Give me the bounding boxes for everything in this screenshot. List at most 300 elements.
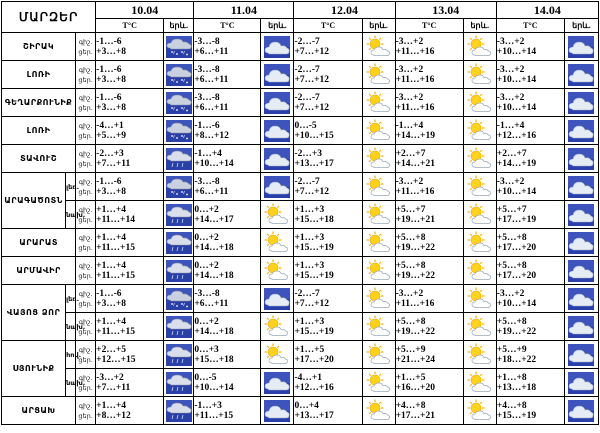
icon-cell bbox=[164, 313, 194, 341]
icon-cell bbox=[164, 61, 194, 89]
icon-cell bbox=[362, 145, 395, 173]
rain-night-icon bbox=[166, 372, 192, 394]
partly-cloudy-icon bbox=[366, 260, 392, 282]
partly-cloudy-icon bbox=[467, 148, 493, 170]
icon-cell bbox=[164, 173, 194, 201]
temperature-cell bbox=[194, 285, 261, 313]
day-temp: +10…+14 bbox=[496, 74, 537, 85]
night-day-labels bbox=[76, 341, 96, 369]
temperature-cell bbox=[294, 397, 362, 425]
night-temp: +1…+4 bbox=[96, 232, 126, 243]
cloudy-icon bbox=[568, 232, 594, 254]
icon-cell bbox=[463, 313, 496, 341]
icon-cell bbox=[261, 313, 294, 341]
date-header-1: 10.04 bbox=[96, 2, 194, 19]
icon-cell bbox=[261, 341, 294, 369]
icon-cell bbox=[164, 33, 194, 61]
night-temp: -4…+1 bbox=[96, 120, 124, 131]
day-temp: +6…+11 bbox=[194, 186, 229, 197]
day-temp: +17…+19 bbox=[496, 214, 537, 225]
day-temp: +6…+11 bbox=[194, 46, 229, 57]
day-temp: +11…+15 bbox=[194, 410, 234, 421]
snow-rain-night-icon bbox=[166, 120, 192, 142]
rain-night-icon bbox=[166, 204, 192, 226]
region-name: ՏԱՎՈՒՇ bbox=[2, 145, 76, 173]
region-name: ՎԱՅՈՑ ՁՈՐ bbox=[2, 285, 66, 341]
partly-cloudy-icon bbox=[467, 176, 493, 198]
day-temp: +17…+20 bbox=[496, 242, 537, 253]
temperature-cell bbox=[194, 33, 261, 61]
icon-cell bbox=[164, 201, 194, 229]
night-temp: 0…+3 bbox=[194, 344, 219, 355]
night-temp: -3…+2 bbox=[395, 176, 424, 187]
night-temp: 0…+2 bbox=[194, 316, 219, 327]
night-temp: +4…+8 bbox=[496, 400, 527, 411]
day-temp: +6…+11 bbox=[194, 298, 229, 309]
temp-subheader: T°C bbox=[395, 19, 463, 33]
night-day-labels bbox=[76, 33, 96, 61]
table-row bbox=[2, 201, 599, 229]
icon-cell bbox=[564, 397, 598, 425]
day-temp: +18…+22 bbox=[496, 354, 537, 365]
temperature-cell bbox=[395, 145, 463, 173]
day-temp: +15…+18 bbox=[194, 354, 234, 365]
partly-cloudy-icon bbox=[366, 92, 392, 114]
icon-cell bbox=[261, 117, 294, 145]
night-label: գիշ. bbox=[78, 37, 93, 46]
day-temp: +15…+19 bbox=[294, 242, 334, 253]
zone-label: լեռ. bbox=[66, 173, 76, 201]
day-temp: +15…+19 bbox=[496, 410, 537, 421]
partly-cloudy-icon bbox=[366, 120, 392, 142]
night-label: գիշ. bbox=[78, 93, 93, 102]
night-temp: +5…+8 bbox=[496, 316, 527, 327]
temperature-cell bbox=[294, 201, 362, 229]
zone-label: հով. bbox=[66, 341, 76, 369]
icon-cell bbox=[362, 201, 395, 229]
region-name: ԱՐԱԳԱԾՈՏՆ bbox=[2, 173, 66, 229]
temperature-cell bbox=[395, 341, 463, 369]
day-temp: +11…+16 bbox=[395, 102, 435, 113]
partly-cloudy-icon bbox=[467, 288, 493, 310]
night-label: գիշ. bbox=[78, 261, 93, 270]
day-temp: +11…+15 bbox=[96, 242, 135, 253]
day-temp: +8…+12 bbox=[96, 410, 131, 421]
day-temp: +17…+20 bbox=[294, 354, 334, 365]
cloudy-icon bbox=[568, 64, 594, 86]
icon-cell bbox=[564, 341, 598, 369]
day-temp: +3…+8 bbox=[96, 102, 126, 113]
night-day-labels bbox=[76, 257, 96, 285]
icon-subheader: երև. bbox=[261, 19, 294, 33]
night-temp: -3…+2 bbox=[496, 288, 525, 299]
partly-cloudy-icon bbox=[264, 344, 290, 366]
region-name: ՍՅՈՒՆԻՔ bbox=[2, 341, 66, 397]
night-temp: -3…+2 bbox=[395, 92, 424, 103]
rain-night-icon bbox=[166, 148, 192, 170]
temperature-cell bbox=[496, 117, 564, 145]
cloudy-icon bbox=[568, 344, 594, 366]
partly-cloudy-icon bbox=[366, 372, 392, 394]
icon-cell bbox=[564, 173, 598, 201]
temperature-cell bbox=[294, 229, 362, 257]
icon-cell bbox=[261, 201, 294, 229]
night-temp: +4…+8 bbox=[395, 400, 426, 411]
temperature-cell bbox=[194, 117, 261, 145]
day-label: ցեր. bbox=[78, 243, 93, 252]
night-temp: -3…+2 bbox=[395, 64, 424, 75]
icon-cell bbox=[564, 201, 598, 229]
temperature-cell bbox=[395, 397, 463, 425]
day-temp: +7…+12 bbox=[294, 102, 330, 113]
day-temp: +10…+14 bbox=[194, 158, 234, 169]
cloudy-icon bbox=[264, 64, 290, 86]
day-temp: +3…+8 bbox=[96, 298, 126, 309]
temperature-cell bbox=[194, 89, 261, 117]
temperature-cell bbox=[294, 33, 362, 61]
region-name: ԱՐՄԱՎԻՐ bbox=[2, 257, 76, 285]
temperature-cell bbox=[395, 369, 463, 397]
night-temp: -1…+3 bbox=[194, 400, 222, 411]
temperature-cell bbox=[496, 369, 564, 397]
snow-rain-night-icon bbox=[166, 92, 192, 114]
night-label: գիշ. bbox=[78, 373, 93, 382]
icon-cell bbox=[261, 397, 294, 425]
night-temp: -1…-6 bbox=[96, 36, 122, 47]
temperature-cell bbox=[395, 117, 463, 145]
night-temp: -3…-8 bbox=[194, 176, 220, 187]
day-label: ցեր. bbox=[78, 299, 93, 308]
night-temp: -3…+2 bbox=[395, 36, 424, 47]
icon-subheader: երև. bbox=[362, 19, 395, 33]
day-temp: +3…+8 bbox=[96, 46, 126, 57]
night-day-labels bbox=[76, 61, 96, 89]
night-temp: +1…+4 bbox=[96, 260, 126, 271]
icon-cell bbox=[463, 33, 496, 61]
night-label: գիշ. bbox=[78, 233, 93, 242]
day-temp: +13…+17 bbox=[294, 158, 334, 169]
temperature-cell bbox=[496, 341, 564, 369]
cloudy-icon bbox=[264, 120, 290, 142]
region-name: ՇԻՐԱԿ bbox=[2, 33, 76, 61]
night-day-labels bbox=[76, 229, 96, 257]
night-temp: -3…-8 bbox=[194, 288, 220, 299]
cloudy-icon bbox=[568, 288, 594, 310]
icon-cell bbox=[261, 369, 294, 397]
cloudy-icon bbox=[264, 176, 290, 198]
temperature-cell bbox=[194, 173, 261, 201]
rain-night-icon bbox=[166, 232, 192, 254]
icon-cell bbox=[261, 257, 294, 285]
table-row bbox=[2, 341, 599, 369]
icon-cell bbox=[164, 117, 194, 145]
day-temp: +12…+15 bbox=[96, 354, 136, 365]
night-label: գիշ. bbox=[78, 205, 93, 214]
temperature-cell bbox=[294, 117, 362, 145]
temperature-cell bbox=[395, 313, 463, 341]
night-temp: -2…+3 bbox=[96, 148, 124, 159]
day-temp: +15…+19 bbox=[294, 326, 334, 337]
night-day-labels bbox=[76, 285, 96, 313]
icon-cell bbox=[164, 145, 194, 173]
night-temp: -1…-6 bbox=[96, 176, 122, 187]
icon-cell bbox=[564, 33, 598, 61]
day-temp: +10…+14 bbox=[496, 46, 537, 57]
night-temp: +2…+7 bbox=[496, 148, 527, 159]
night-temp: +2…+7 bbox=[395, 148, 426, 159]
partly-cloudy-icon bbox=[467, 92, 493, 114]
temp-subheader: T°C bbox=[194, 19, 261, 33]
day-temp: +11…+16 bbox=[395, 298, 435, 309]
icon-cell bbox=[164, 89, 194, 117]
partly-cloudy-icon bbox=[366, 288, 392, 310]
night-day-labels bbox=[76, 145, 96, 173]
temperature-cell bbox=[294, 285, 362, 313]
icon-cell bbox=[261, 89, 294, 117]
night-label: գիշ. bbox=[78, 345, 93, 354]
icon-cell bbox=[564, 369, 598, 397]
night-temp: -3…+2 bbox=[96, 372, 124, 383]
table-row bbox=[2, 117, 599, 145]
cloudy-icon bbox=[264, 36, 290, 58]
partly-cloudy-icon bbox=[467, 64, 493, 86]
night-temp: -4…+1 bbox=[294, 372, 323, 383]
partly-cloudy-icon bbox=[264, 316, 290, 338]
zone-label: լեռ. bbox=[66, 285, 76, 313]
temperature-cell bbox=[194, 341, 261, 369]
night-temp: 0…+2 bbox=[194, 204, 219, 215]
day-label: ցեր. bbox=[78, 131, 93, 140]
table-row bbox=[2, 257, 599, 285]
partly-cloudy-icon bbox=[264, 232, 290, 254]
cloudy-icon bbox=[568, 120, 594, 142]
day-temp: +5…+9 bbox=[96, 130, 126, 141]
temperature-cell bbox=[194, 229, 261, 257]
night-temp: +5…+9 bbox=[395, 344, 426, 355]
night-temp: -1…+4 bbox=[395, 120, 424, 131]
temperature-cell bbox=[194, 369, 261, 397]
temperature-cell bbox=[496, 89, 564, 117]
day-temp: +11…+16 bbox=[395, 46, 435, 57]
day-temp: +7…+11 bbox=[96, 382, 131, 393]
night-temp: +5…+9 bbox=[496, 344, 527, 355]
temperature-cell bbox=[496, 397, 564, 425]
temperature-cell bbox=[96, 257, 164, 285]
temperature-cell bbox=[96, 117, 164, 145]
night-temp: 0…+2 bbox=[194, 260, 219, 271]
partly-cloudy-icon bbox=[366, 36, 392, 58]
icon-cell bbox=[463, 201, 496, 229]
temperature-cell bbox=[96, 61, 164, 89]
icon-cell bbox=[564, 89, 598, 117]
night-temp: -3…-8 bbox=[194, 92, 220, 103]
day-label: ցեր. bbox=[78, 75, 93, 84]
icon-cell bbox=[261, 61, 294, 89]
night-label: գիշ. bbox=[78, 317, 93, 326]
icon-cell bbox=[463, 145, 496, 173]
temperature-cell bbox=[395, 201, 463, 229]
icon-cell bbox=[362, 313, 395, 341]
temperature-cell bbox=[96, 201, 164, 229]
table-row bbox=[2, 61, 599, 89]
night-label: գիշ. bbox=[78, 289, 93, 298]
day-temp: +17…+20 bbox=[496, 270, 537, 281]
day-temp: +7…+12 bbox=[294, 74, 330, 85]
day-label: ցեր. bbox=[78, 355, 93, 364]
day-temp: +19…+22 bbox=[395, 270, 435, 281]
icon-cell bbox=[164, 397, 194, 425]
day-temp: +16…+20 bbox=[395, 382, 435, 393]
icon-cell bbox=[463, 61, 496, 89]
icon-cell bbox=[362, 369, 395, 397]
night-label: գիշ. bbox=[78, 177, 93, 186]
icon-cell bbox=[564, 117, 598, 145]
night-temp: -2…-7 bbox=[294, 92, 320, 103]
icon-cell bbox=[463, 257, 496, 285]
icon-cell bbox=[164, 369, 194, 397]
night-temp: -3…-8 bbox=[194, 64, 220, 75]
night-day-labels bbox=[76, 173, 96, 201]
temperature-cell bbox=[294, 89, 362, 117]
temperature-cell bbox=[194, 61, 261, 89]
temperature-cell bbox=[294, 145, 362, 173]
night-temp: -1…-6 bbox=[96, 64, 122, 75]
day-temp: +14…+19 bbox=[496, 158, 537, 169]
rain-night-icon bbox=[166, 344, 192, 366]
day-temp: +7…+12 bbox=[294, 186, 330, 197]
partly-cloudy-icon bbox=[467, 204, 493, 226]
partly-cloudy-icon bbox=[467, 260, 493, 282]
icon-cell bbox=[463, 173, 496, 201]
day-label: ցեր. bbox=[78, 383, 93, 392]
temperature-cell bbox=[496, 61, 564, 89]
snow-rain-night-icon bbox=[166, 288, 192, 310]
day-temp: +6…+11 bbox=[194, 74, 229, 85]
temperature-cell bbox=[294, 369, 362, 397]
day-temp: +11…+15 bbox=[96, 326, 135, 337]
night-temp: +1…+3 bbox=[294, 232, 325, 243]
day-temp: +14…+18 bbox=[194, 270, 234, 281]
night-temp: +1…+3 bbox=[294, 204, 325, 215]
temperature-cell bbox=[496, 173, 564, 201]
night-temp: +5…+7 bbox=[496, 204, 527, 215]
day-temp: +10…+14 bbox=[496, 102, 537, 113]
partly-cloudy-icon bbox=[467, 372, 493, 394]
night-temp: -2…-7 bbox=[294, 64, 320, 75]
night-temp: -1…-6 bbox=[96, 92, 122, 103]
cloudy-icon bbox=[568, 148, 594, 170]
partly-cloudy-icon bbox=[366, 64, 392, 86]
partly-cloudy-icon bbox=[366, 344, 392, 366]
day-label: ցեր. bbox=[78, 327, 93, 336]
forecast-table bbox=[1, 1, 599, 425]
region-name: ԼՈՌԻ bbox=[2, 117, 76, 145]
cloudy-icon bbox=[264, 288, 290, 310]
night-day-labels bbox=[76, 369, 96, 397]
day-temp: +19…+21 bbox=[395, 214, 435, 225]
icon-cell bbox=[261, 33, 294, 61]
date-header-2: 11.04 bbox=[194, 2, 294, 19]
partly-cloudy-icon bbox=[366, 176, 392, 198]
day-temp: +13…+17 bbox=[294, 410, 334, 421]
temperature-cell bbox=[496, 229, 564, 257]
icon-cell bbox=[362, 61, 395, 89]
icon-cell bbox=[564, 313, 598, 341]
partly-cloudy-icon bbox=[366, 204, 392, 226]
cloudy-icon bbox=[568, 36, 594, 58]
night-temp: +5…+8 bbox=[395, 232, 426, 243]
temperature-cell bbox=[96, 341, 164, 369]
night-temp: -2…+3 bbox=[294, 148, 323, 159]
day-temp: +14…+18 bbox=[194, 242, 234, 253]
temperature-cell bbox=[294, 61, 362, 89]
night-temp: -1…-6 bbox=[194, 120, 220, 131]
region-name: ԳԵՂԱՐՔՈՒՆԻՔ bbox=[2, 89, 76, 117]
night-temp: -3…-8 bbox=[194, 36, 220, 47]
temperature-cell bbox=[294, 173, 362, 201]
day-temp: +11…+16 bbox=[395, 74, 435, 85]
temperature-cell bbox=[395, 257, 463, 285]
icon-subheader: երև. bbox=[564, 19, 598, 33]
icon-cell bbox=[261, 145, 294, 173]
day-temp: +3…+8 bbox=[96, 74, 126, 85]
night-temp: -3…+2 bbox=[395, 288, 424, 299]
icon-cell bbox=[463, 397, 496, 425]
night-label: գիշ. bbox=[78, 149, 93, 158]
icon-cell bbox=[164, 257, 194, 285]
rain-night-icon bbox=[166, 260, 192, 282]
night-day-labels bbox=[76, 313, 96, 341]
temperature-cell bbox=[96, 285, 164, 313]
night-temp: +5…+8 bbox=[496, 260, 527, 271]
icon-cell bbox=[463, 229, 496, 257]
night-temp: -2…-7 bbox=[294, 36, 320, 47]
cloudy-icon bbox=[568, 316, 594, 338]
icon-cell bbox=[463, 369, 496, 397]
night-temp: 0…+2 bbox=[194, 232, 219, 243]
snow-rain-night-icon bbox=[166, 36, 192, 58]
night-temp: +1…+5 bbox=[294, 344, 325, 355]
day-label: ցեր. bbox=[78, 215, 93, 224]
date-header-3: 12.04 bbox=[294, 2, 395, 19]
temperature-cell bbox=[496, 145, 564, 173]
day-label: ցեր. bbox=[78, 187, 93, 196]
partly-cloudy-icon bbox=[467, 400, 493, 422]
day-temp: +19…+22 bbox=[496, 326, 537, 337]
icon-cell bbox=[362, 257, 395, 285]
temperature-cell bbox=[96, 145, 164, 173]
temperature-cell bbox=[194, 145, 261, 173]
day-temp: +15…+19 bbox=[294, 270, 334, 281]
partly-cloudy-icon bbox=[366, 232, 392, 254]
temperature-cell bbox=[395, 89, 463, 117]
night-day-labels bbox=[76, 89, 96, 117]
icon-cell bbox=[362, 285, 395, 313]
cloudy-icon bbox=[568, 260, 594, 282]
icon-cell bbox=[261, 285, 294, 313]
icon-cell bbox=[261, 229, 294, 257]
night-temp: -1…+4 bbox=[194, 148, 222, 159]
day-temp: +10…+14 bbox=[194, 382, 234, 393]
night-temp: +1…+4 bbox=[96, 400, 126, 411]
rain-night-icon bbox=[166, 400, 192, 422]
icon-cell bbox=[362, 397, 395, 425]
icon-cell bbox=[362, 117, 395, 145]
icon-cell bbox=[463, 89, 496, 117]
temperature-cell bbox=[96, 173, 164, 201]
temperature-cell bbox=[294, 257, 362, 285]
date-header-5: 14.04 bbox=[496, 2, 598, 19]
